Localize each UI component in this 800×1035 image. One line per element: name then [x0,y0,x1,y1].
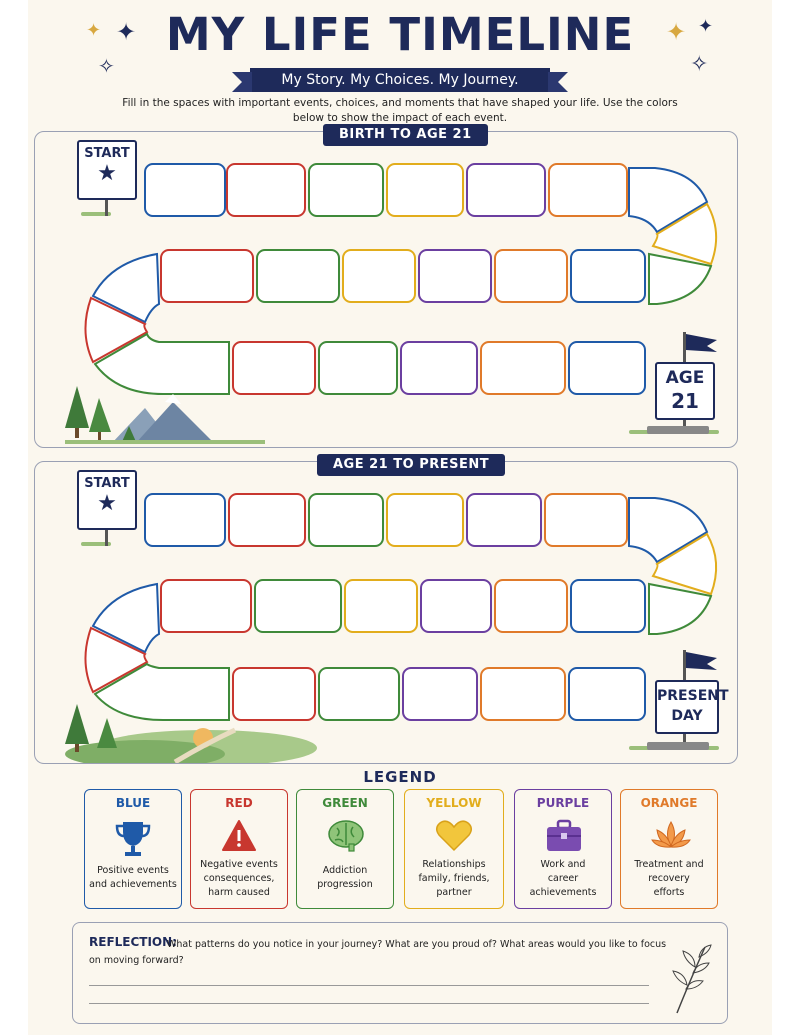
timeline-box [145,164,225,216]
legend-desc: and achievements [89,879,177,890]
legend-color-name: GREEN [322,796,368,810]
legend-color-name: RED [225,796,253,810]
timeline-box [495,580,567,632]
subtitle-banner: My Story. My Choices. My Journey. [250,68,550,92]
legend-card-blue [84,789,182,909]
legend-desc: consequences, [203,873,275,884]
timeline-box [319,342,397,394]
worksheet-page [28,0,772,1035]
legend-desc: Addiction [322,865,368,876]
timeline-box [233,668,315,720]
timeline-box [387,164,463,216]
timeline-box [343,250,415,302]
legend-color-name: BLUE [115,796,151,810]
star-icon: ★ [97,161,117,186]
lotus-icon [651,818,691,854]
legend-desc: partner [436,887,472,898]
timeline-panel-birth-to-21 [34,127,738,448]
start-label: START [84,476,130,491]
end-sign [655,362,715,420]
legend-desc: family, friends, [418,873,490,884]
end-label-line1: PRESENT [657,688,729,704]
leaf-branch-icon [669,943,713,1015]
timeline-panel-21-to-present [34,457,738,764]
section-label: BIRTH TO AGE 21 [323,124,488,146]
timeline-box [545,494,627,546]
end-label-line2: DAY [671,708,703,724]
legend-card-green [296,789,394,909]
timeline-box [319,668,399,720]
timeline-box [481,668,565,720]
legend-desc: Work and [540,859,586,870]
timeline-box [145,494,225,546]
trophy-icon [115,818,151,858]
timeline-box [309,164,383,216]
reflection-label: REFLECTION: [89,935,177,949]
page-title: MY LIFE TIMELINE [165,8,635,61]
timeline-box [345,580,417,632]
sparkle-icon: ✦ [666,18,687,46]
timeline-box [421,580,491,632]
legend-desc: progression [317,879,373,890]
legend-card-red [190,789,288,909]
legend-desc: efforts [653,887,685,898]
end-sign [655,680,729,734]
timeline-box [571,250,645,302]
end-label-line1: AGE [665,368,705,388]
sparkle-icon: ✧ [690,52,709,77]
legend-desc: Treatment and [634,859,704,870]
timeline-box [569,668,645,720]
start-sign [77,140,137,200]
timeline-box [233,342,315,394]
star-icon: ★ [97,491,117,516]
timeline-box [257,250,339,302]
legend-color-name: PURPLE [536,796,590,810]
legend-desc: achievements [529,887,597,898]
warning-icon [221,818,257,854]
timeline-box [569,342,645,394]
timeline-box [161,580,251,632]
timeline-box [419,250,491,302]
timeline-box [161,250,253,302]
heart-icon [435,818,473,854]
timeline-box [255,580,341,632]
reflection-question: What patterns do you notice in your journey? What are you proud of? What areas would you like to focus on moving forward? [89,939,667,966]
legend-desc: Positive events [97,865,169,876]
briefcase-icon [545,818,583,854]
timeline-box [481,342,565,394]
timeline-path [35,132,737,447]
timeline-box [309,494,383,546]
sparkle-icon: ✦ [698,16,714,37]
legend-card-orange [620,789,718,909]
legend-desc: harm caused [208,887,270,898]
timeline-box [403,668,477,720]
instructions-text: Fill in the spaces with important events, choices, and moments that have shaped your life. Use the colors below to show the impact of each event. [122,97,678,124]
sparkle-icon: ✧ [98,54,115,78]
timeline-box [401,342,477,394]
end-label-line2: 21 [671,389,699,413]
legend-card-yellow [404,789,504,909]
timeline-box [227,164,305,216]
timeline-box [229,494,305,546]
reflection-box [72,922,728,1024]
timeline-box [467,494,541,546]
timeline-path [35,462,737,763]
legend-desc: recovery [648,873,690,884]
timeline-box [387,494,463,546]
legend-desc: Relationships [422,859,486,870]
legend-color-name: ORANGE [640,796,698,810]
start-sign [77,470,137,530]
start-label: START [84,146,130,161]
section-label: AGE 21 TO PRESENT [317,454,505,476]
timeline-box [549,164,627,216]
timeline-box [495,250,567,302]
legend-title: LEGEND [363,768,437,786]
sparkle-icon: ✦ [86,20,102,41]
timeline-box [571,580,645,632]
legend-color-name: YELLOW [426,796,482,810]
brain-icon [327,818,365,854]
legend-card-purple [514,789,612,909]
legend-desc: career [547,873,579,884]
writing-line[interactable] [89,1003,649,1004]
writing-line[interactable] [89,985,649,986]
timeline-box [467,164,545,216]
sparkle-icon: ✦ [116,18,137,46]
legend-desc: Negative events [200,859,278,870]
